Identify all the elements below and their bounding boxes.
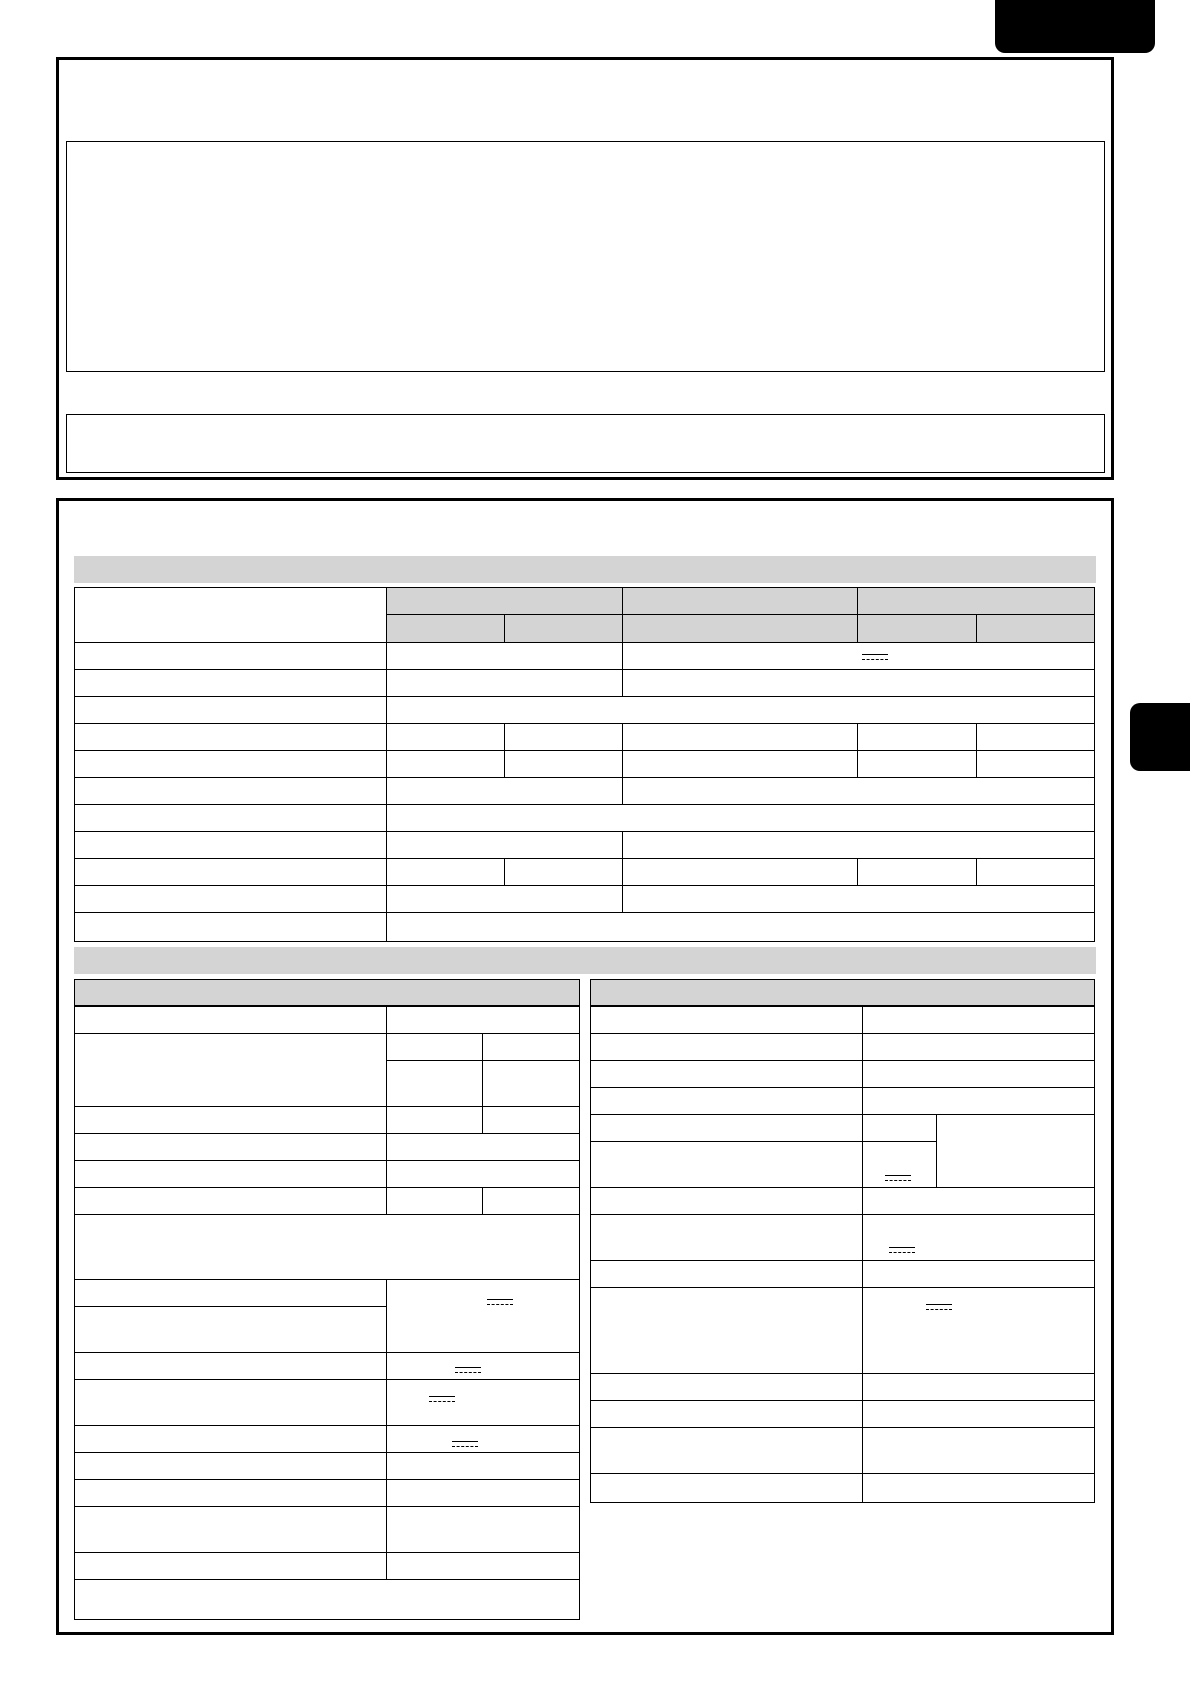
spec-table-main bbox=[74, 587, 1095, 942]
col-divider bbox=[622, 777, 623, 804]
upper-text-box bbox=[66, 141, 1105, 372]
row-divider bbox=[74, 669, 1095, 670]
direct-current-icon bbox=[889, 1247, 915, 1254]
row-divider bbox=[590, 1427, 1095, 1428]
row-divider bbox=[74, 723, 1095, 724]
row-divider bbox=[74, 1452, 580, 1453]
direct-current-icon bbox=[926, 1304, 952, 1311]
row-divider bbox=[74, 1306, 386, 1307]
col-divider bbox=[857, 723, 858, 777]
col-divider bbox=[976, 858, 977, 885]
row-divider bbox=[74, 1579, 580, 1580]
col-divider bbox=[386, 1279, 387, 1579]
row-divider bbox=[590, 1006, 1095, 1007]
row-divider bbox=[74, 1187, 580, 1188]
side-tab bbox=[1130, 703, 1190, 771]
row-divider bbox=[74, 1379, 580, 1380]
row-divider bbox=[74, 1279, 580, 1280]
header-tab bbox=[995, 0, 1155, 53]
row-divider bbox=[590, 1473, 1095, 1474]
col-divider bbox=[504, 614, 505, 642]
direct-current-icon bbox=[452, 1441, 478, 1448]
row-divider bbox=[590, 1087, 1095, 1088]
col-divider bbox=[504, 858, 505, 885]
upper-note-box bbox=[66, 414, 1105, 473]
table-frame bbox=[74, 587, 1095, 942]
row-divider bbox=[74, 1506, 580, 1507]
row-divider bbox=[74, 1106, 580, 1107]
col-divider bbox=[386, 1006, 387, 1214]
table-frame bbox=[590, 979, 1095, 1503]
row-divider bbox=[74, 1479, 580, 1480]
col-divider bbox=[622, 858, 623, 885]
row-divider bbox=[590, 1033, 1095, 1034]
section-header-bar bbox=[74, 556, 1096, 583]
direct-current-icon bbox=[862, 654, 888, 661]
direct-current-icon bbox=[429, 1396, 455, 1403]
col-divider bbox=[482, 1187, 483, 1214]
row-divider bbox=[74, 885, 1095, 886]
row-divider bbox=[74, 1133, 580, 1134]
row-divider bbox=[74, 1214, 580, 1215]
spec-table-left bbox=[74, 979, 580, 1620]
col-divider bbox=[622, 642, 623, 696]
row-divider bbox=[590, 1287, 1095, 1288]
col-divider bbox=[857, 858, 858, 885]
col-divider bbox=[504, 723, 505, 777]
row-divider bbox=[74, 696, 1095, 697]
row-divider bbox=[590, 1141, 936, 1142]
row-divider bbox=[386, 1060, 580, 1061]
row-divider bbox=[74, 858, 1095, 859]
row-divider bbox=[74, 642, 1095, 643]
direct-current-icon bbox=[885, 1175, 911, 1182]
row-divider bbox=[74, 804, 1095, 805]
col-divider bbox=[622, 885, 623, 912]
col-divider bbox=[622, 831, 623, 858]
direct-current-icon bbox=[487, 1299, 513, 1306]
row-divider bbox=[74, 1160, 580, 1161]
row-divider bbox=[590, 1260, 1095, 1261]
row-divider bbox=[74, 1425, 580, 1426]
row-divider bbox=[74, 1352, 580, 1353]
row-divider bbox=[590, 1187, 1095, 1188]
row-divider bbox=[590, 1114, 1095, 1115]
row-divider bbox=[590, 1060, 1095, 1061]
col-divider bbox=[622, 723, 623, 777]
row-divider bbox=[74, 912, 1095, 913]
row-divider bbox=[590, 1214, 1095, 1215]
col-divider bbox=[976, 723, 977, 777]
row-divider bbox=[386, 614, 1095, 615]
col-divider bbox=[862, 1006, 863, 1503]
section-header-bar bbox=[74, 947, 1096, 974]
row-divider bbox=[74, 831, 1095, 832]
row-divider bbox=[74, 1006, 580, 1007]
row-divider bbox=[74, 777, 1095, 778]
col-divider bbox=[386, 587, 387, 942]
col-divider bbox=[482, 1033, 483, 1133]
row-divider bbox=[590, 1373, 1095, 1374]
direct-current-icon bbox=[455, 1367, 481, 1374]
row-divider bbox=[74, 1552, 580, 1553]
col-divider bbox=[936, 1114, 937, 1187]
row-divider bbox=[74, 750, 1095, 751]
spec-table-right bbox=[590, 979, 1095, 1503]
row-divider bbox=[74, 1033, 580, 1034]
row-divider bbox=[590, 1400, 1095, 1401]
col-divider bbox=[976, 614, 977, 642]
